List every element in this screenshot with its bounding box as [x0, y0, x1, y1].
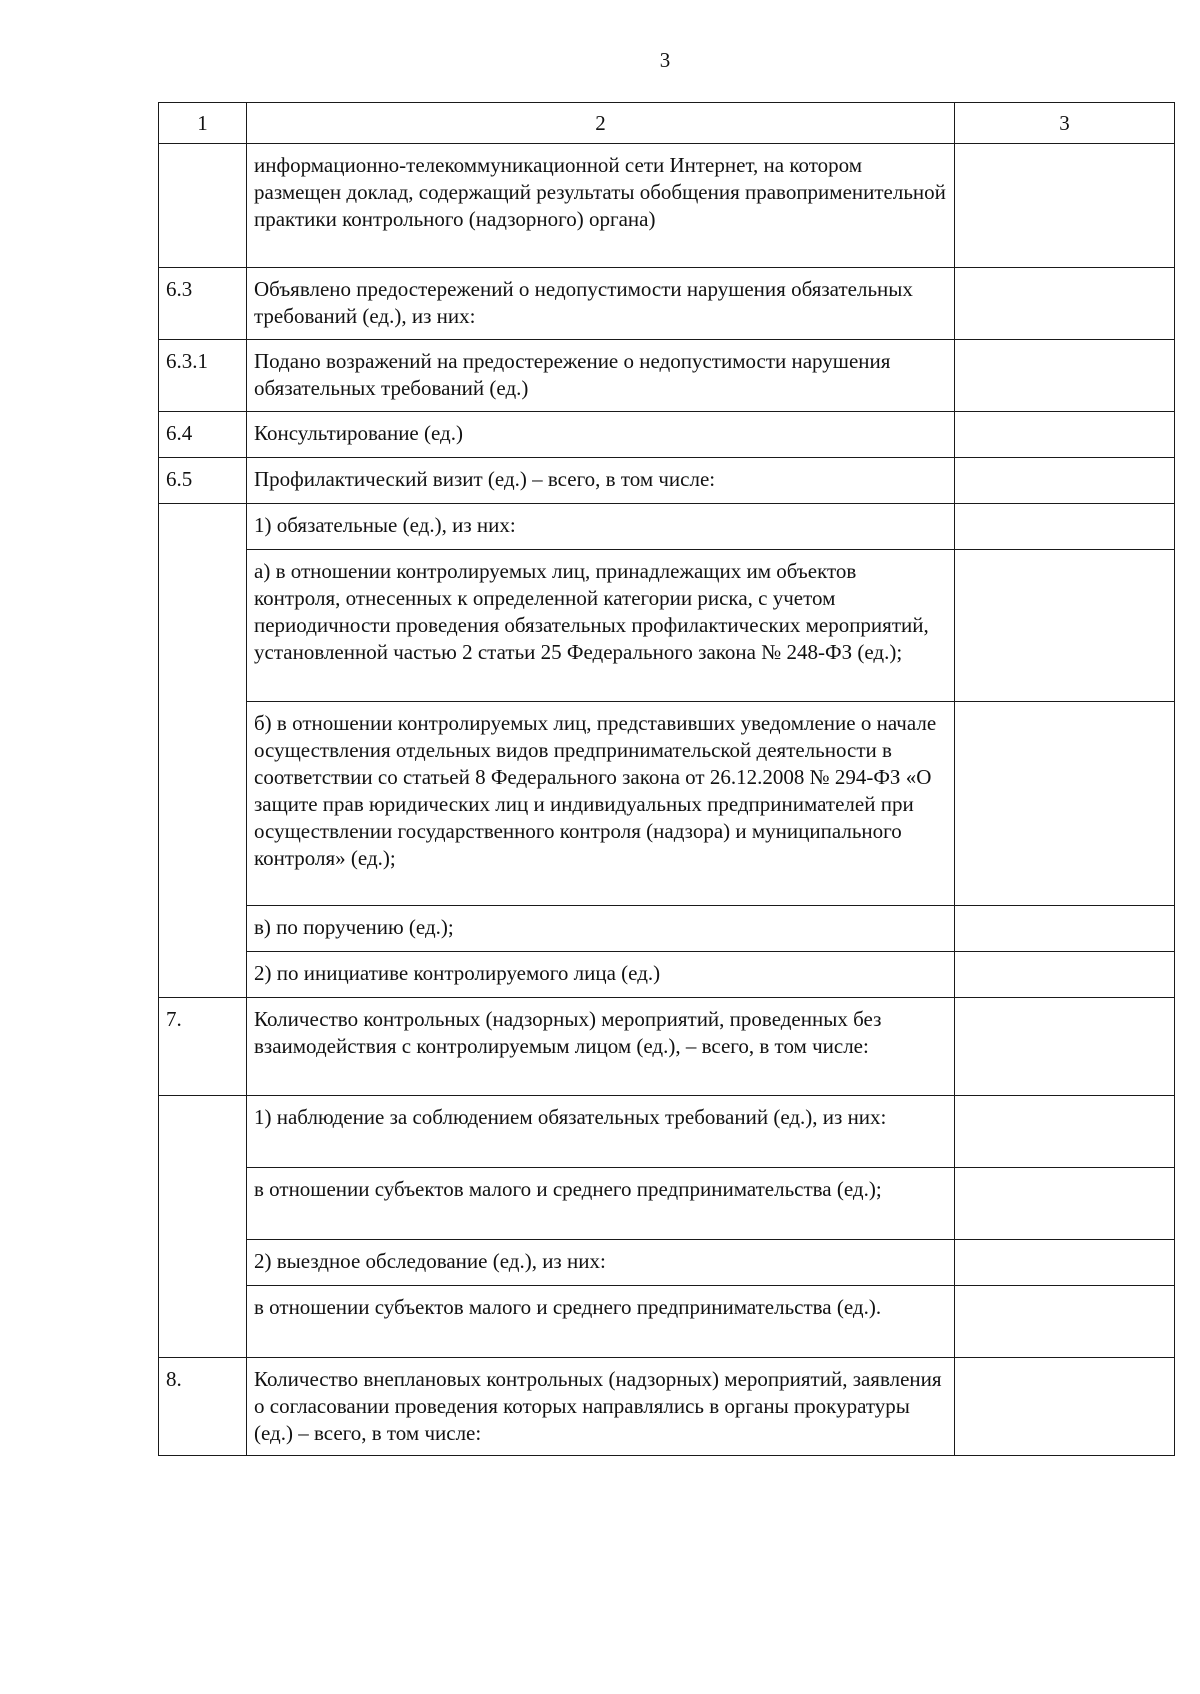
row-description: информационно-телекоммуникационной сети Интернет, на котором размещен доклад, содержащий результаты обобщения правоприменительной практики контрольного (надзорного) органа)	[247, 144, 955, 268]
row-description: б) в отношении контролируемых лиц, представивших уведомление о начале осуществления отдельных видов предпринимательской деятельности в соответствии со статьей 8 Федерального закона от 26.12.2008 № 294-ФЗ «О защите прав юридических лиц и индивидуальных предпринимателей при осуществлении государственного контроля (надзора) и муниципального контроля» (ед.);	[247, 702, 955, 906]
row-number: 8.	[159, 1358, 247, 1456]
row-description: 1) обязательные (ед.), из них:	[247, 504, 955, 550]
row-value	[955, 702, 1175, 906]
row-description: Объявлено предостережений о недопустимости нарушения обязательных требований (ед.), из них:	[247, 268, 955, 340]
row-description: 1) наблюдение за соблюдением обязательных требований (ед.), из них:	[247, 1096, 955, 1168]
table-row	[159, 1168, 1175, 1240]
row-value	[955, 412, 1175, 458]
row-value	[955, 550, 1175, 702]
report-table	[158, 102, 1175, 1456]
page-number: 3	[659, 48, 671, 72]
table-row	[159, 1286, 1175, 1358]
row-value	[955, 340, 1175, 412]
table-row	[159, 412, 1175, 458]
row-description: Консультирование (ед.)	[247, 412, 955, 458]
row-value	[955, 906, 1175, 952]
row-number	[159, 1096, 247, 1358]
table-row	[159, 340, 1175, 412]
row-number: 6.3.1	[159, 340, 247, 412]
table-row	[159, 268, 1175, 340]
row-description: в отношении субъектов малого и среднего предпринимательства (ед.);	[247, 1168, 955, 1240]
header-cell-2: 2	[247, 103, 955, 144]
row-value	[955, 998, 1175, 1096]
row-description: Профилактический визит (ед.) – всего, в том числе:	[247, 458, 955, 504]
row-value	[955, 1286, 1175, 1358]
row-value	[955, 458, 1175, 504]
table-row	[159, 1358, 1175, 1456]
row-description: Количество внеплановых контрольных (надзорных) мероприятий, заявления о согласовании проведения которых направлялись в органы прокуратуры (ед.) – всего, в том числе:	[247, 1358, 955, 1456]
row-description: в) по поручению (ед.);	[247, 906, 955, 952]
row-value	[955, 1240, 1175, 1286]
row-description: Подано возражений на предостережение о недопустимости нарушения обязательных требований (ед.)	[247, 340, 955, 412]
row-description: 2) выездное обследование (ед.), из них:	[247, 1240, 955, 1286]
table-row	[159, 458, 1175, 504]
table-row	[159, 1096, 1175, 1168]
table-row	[159, 1240, 1175, 1286]
row-description: а) в отношении контролируемых лиц, принадлежащих им объектов контроля, отнесенных к определенной категории риска, с учетом периодичности проведения обязательных профилактических мероприятий, установленной частью 2 статьи 25 Федерального закона № 248-ФЗ (ед.);	[247, 550, 955, 702]
table-row	[159, 144, 1175, 268]
row-value	[955, 268, 1175, 340]
row-description: Количество контрольных (надзорных) мероприятий, проведенных без взаимодействия с контролируемым лицом (ед.), – всего, в том числе:	[247, 998, 955, 1096]
row-description: в отношении субъектов малого и среднего предпринимательства (ед.).	[247, 1286, 955, 1358]
row-value	[955, 504, 1175, 550]
row-description: 2) по инициативе контролируемого лица (ед.)	[247, 952, 955, 998]
row-value	[955, 144, 1175, 268]
row-value	[955, 1168, 1175, 1240]
table-row	[159, 906, 1175, 952]
row-number: 6.4	[159, 412, 247, 458]
header-cell-3: 3	[955, 103, 1175, 144]
row-number	[159, 504, 247, 998]
table-row	[159, 952, 1175, 998]
table-header-row	[159, 103, 1175, 144]
table-row	[159, 550, 1175, 702]
row-number: 7.	[159, 998, 247, 1096]
row-value	[955, 1096, 1175, 1168]
row-number	[159, 144, 247, 268]
header-cell-1: 1	[159, 103, 247, 144]
row-value	[955, 952, 1175, 998]
row-value	[955, 1358, 1175, 1456]
table-row	[159, 998, 1175, 1096]
table-row	[159, 702, 1175, 906]
row-number: 6.3	[159, 268, 247, 340]
table-row	[159, 504, 1175, 550]
row-number: 6.5	[159, 458, 247, 504]
